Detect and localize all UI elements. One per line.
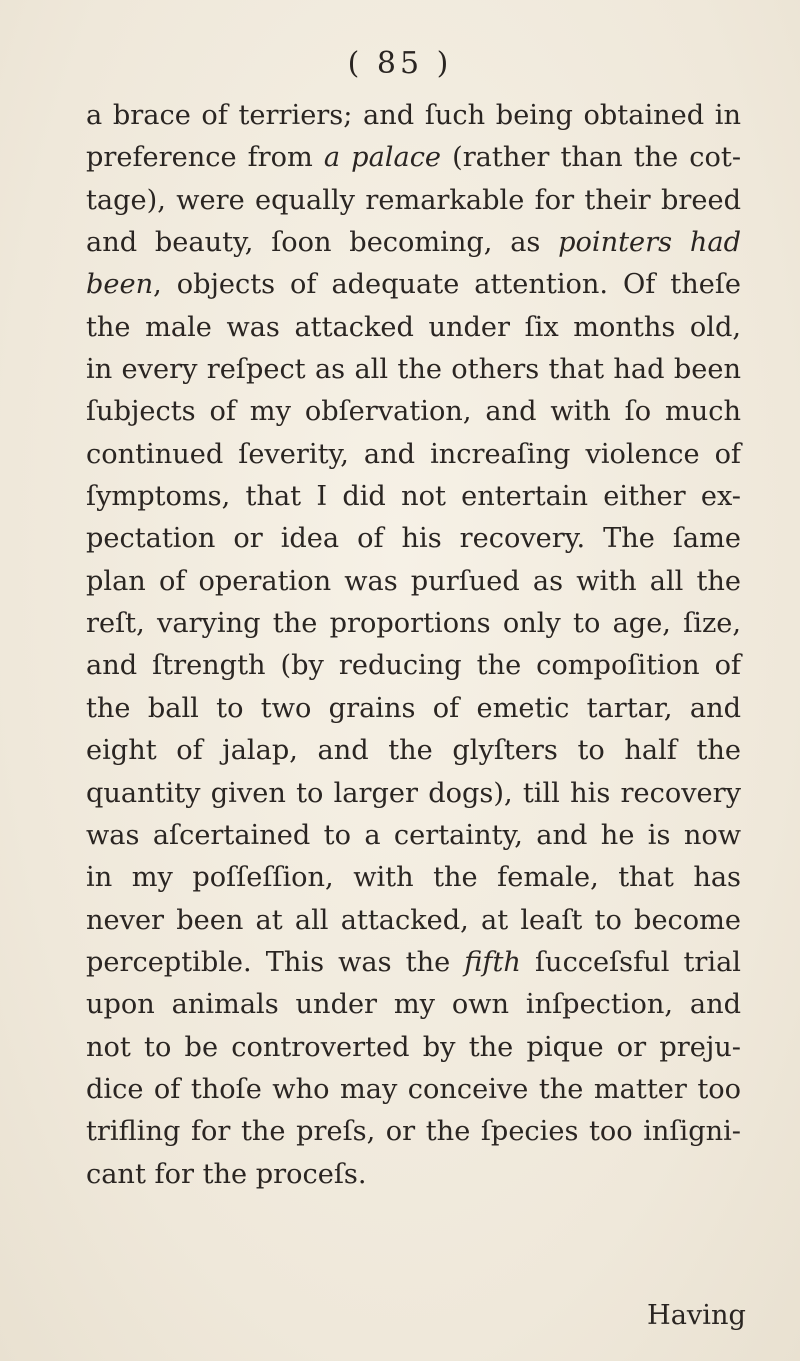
text-line: perceptible. This was the fifth ſucceſsful trial [86, 946, 741, 978]
text-line: in my poſſeſſion, with the female, that has [86, 862, 741, 894]
text-line: cant for the proceſs. [86, 1158, 367, 1190]
body-text [86, 95, 741, 1196]
page-number: ( 85 ) [347, 46, 453, 81]
text-line: upon animals under my own inſpection, and [86, 989, 741, 1021]
text-line: reſt, varying the proportions only to age, ſize, [86, 608, 741, 640]
text-line: a brace of terriers; and ſuch being obtained in [86, 100, 741, 131]
text-line: the male was attacked under ſix months old, [86, 311, 741, 343]
text-line: quantity given to larger dogs), till his recovery [86, 777, 741, 809]
text-line: ſymptoms, that I did not entertain either ex- [86, 481, 741, 513]
text-line: pectation or idea of his recovery. The ſame [86, 523, 741, 555]
text-line: was aſcertained to a certainty, and he is now [86, 819, 741, 851]
text-line: and beauty, ſoon becoming, as pointers had [86, 227, 741, 259]
text-line: and ſtrength (by reducing the compoſition of [86, 650, 741, 682]
text-line: the ball to two grains of emetic tartar, and [86, 692, 741, 724]
text-line: in every reſpect as all the others that had been [86, 354, 741, 386]
catchword: Having [647, 1300, 746, 1331]
text-line: not to be controverted by the pique or preju- [86, 1031, 741, 1063]
text-line: continued ſeverity, and increaſing violence of [86, 438, 741, 470]
text-line: never been at all attacked, at leaſt to become [86, 904, 741, 936]
text-line: dice of thoſe who may conceive the matter too [86, 1073, 741, 1105]
text-line: trifling for the preſs, or the ſpecies too inſigni- [86, 1116, 741, 1148]
text-line: preference from a palace (rather than the cot- [86, 142, 741, 174]
text-line: plan of operation was purſued as with all the [86, 565, 741, 597]
text-line: been, objects of adequate attention. Of theſe [86, 269, 741, 301]
text-line: eight of jalap, and the glyſters to half the [86, 735, 741, 767]
text-line: tage), were equally remarkable for their breed [86, 184, 741, 216]
text-line: ſubjects of my obſervation, and with ſo much [86, 396, 741, 428]
